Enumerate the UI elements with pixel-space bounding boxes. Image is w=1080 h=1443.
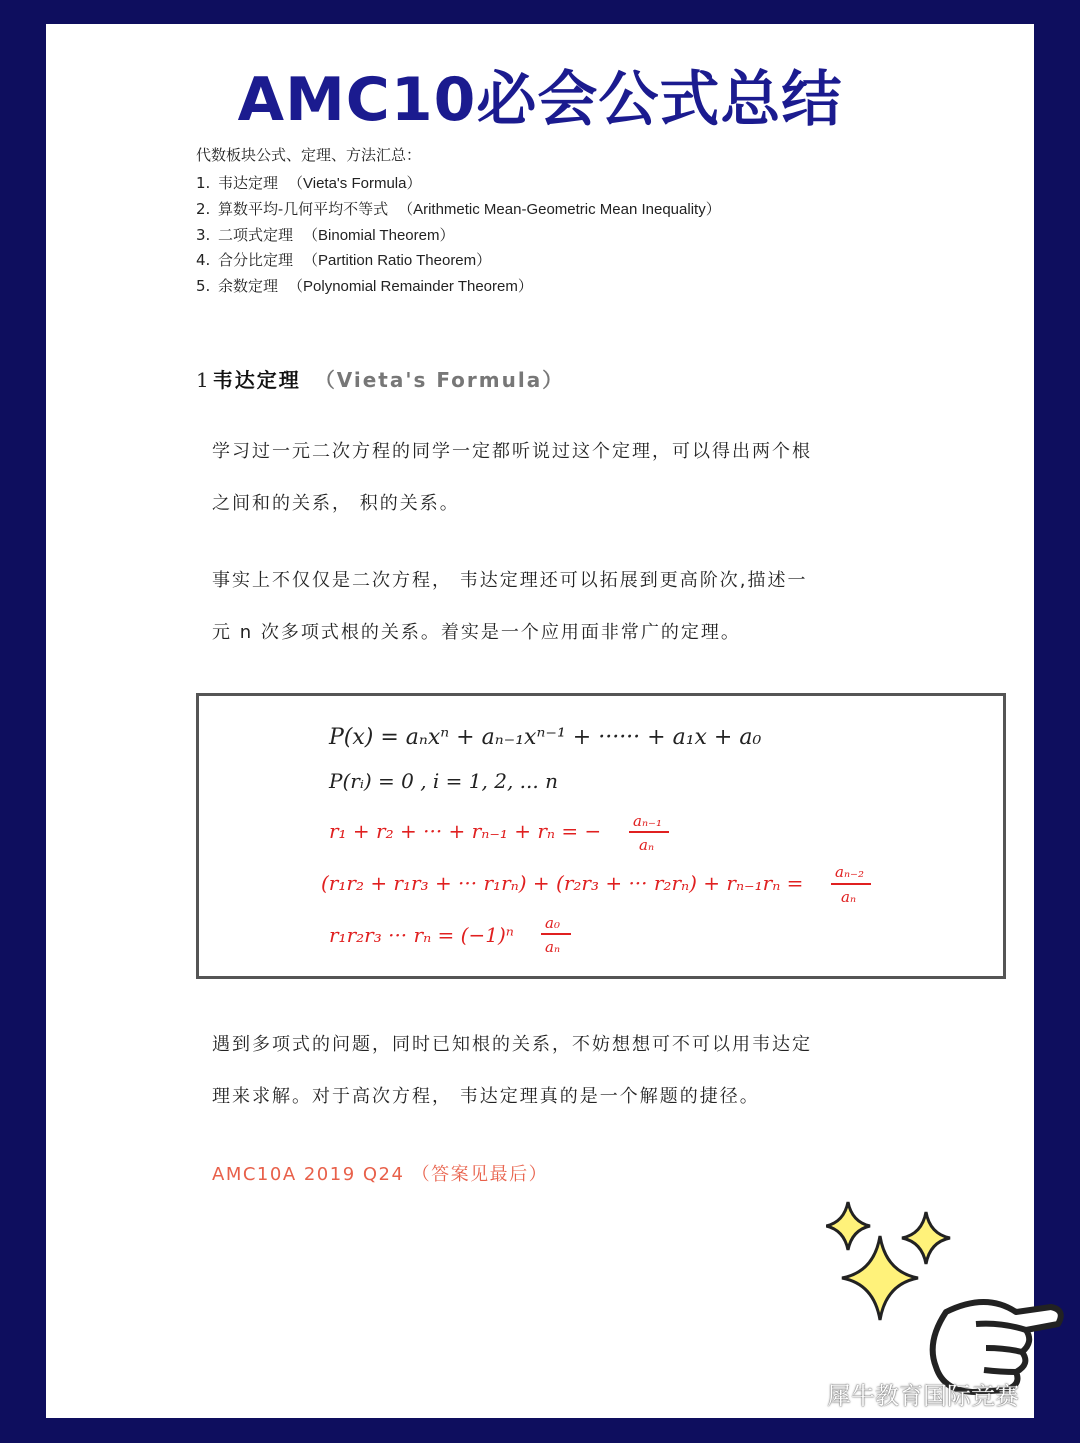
paragraph-line: 理来求解。对于高次方程， 韦达定理真的是一个解题的捷径。 [212,1086,760,1107]
formula-svg [199,696,1003,976]
toc-item-en: （Vieta's Formula） [288,175,422,192]
formula-product-numerator: a₀ [545,914,560,932]
toc-item-cn: 余数定理 [218,277,279,296]
toc-item-en: （Binomial Theorem） [303,226,455,244]
toc-item-en: （Arithmetic Mean-Geometric Mean Inequality） [398,200,721,218]
intro-paragraph [212,426,892,530]
formula-roots: P(rᵢ) = 0 , i = 1, 2, ... n [329,769,558,793]
section-title-cn: 韦达定理 [212,368,301,392]
paragraph-line: 遇到多项式的问题，同时已知根的关系，不妨想想可不可以用韦达定 [212,1034,812,1055]
toc-item [196,274,721,300]
toc-item [196,223,721,249]
formula-sum-of-roots: r₁ + r₂ + ··· + rₙ₋₁ + rₙ = − [329,819,602,843]
formula-product-of-roots: r₁r₂r₃ ··· rₙ = (−1)ⁿ [329,923,514,947]
toc-item-cn: 合分比定理 [218,251,294,270]
formula-polynomial: P(x) = aₙxⁿ + aₙ₋₁xⁿ⁻¹ + ······ + a₁x + a₀ [329,725,762,750]
toc-item-en: （Polynomial Remainder Theorem） [288,278,533,296]
watermark-text: 犀牛教育国际竞赛 [827,1382,1019,1410]
formula-pair-numerator: aₙ₋₂ [835,863,864,881]
toc-item [196,197,721,223]
paragraph-line: 学习过一元二次方程的同学一定都听说过这个定理，可以得出两个根 [212,441,812,462]
toc-heading: 代数板块公式、定理、方法汇总： [196,146,422,164]
toc-item [196,171,721,197]
toc-item-number: 4. [196,251,211,270]
watermark [781,1376,1019,1412]
toc-item-cn: 韦达定理 [218,174,279,192]
sparkle-icon [842,1236,918,1320]
formula-pair-products: (r₁r₂ + r₁r₃ + ··· r₁rₙ) + (r₂r₃ + ··· r₂rₙ) + rₙ₋₁rₙ = [321,871,804,895]
paragraph-line: 之间和的关系， 积的关系。 [212,493,460,514]
toc-item-cn: 二项式定理 [218,225,294,244]
toc-item-number: 3. [196,225,211,244]
formula-pair-denominator: aₙ [841,888,857,906]
page [46,24,1034,1418]
section-title [196,364,564,393]
toc-item-number: 5. [196,277,211,296]
page-title: AMC10必会公式总结 [237,65,843,135]
formula-product-denominator: aₙ [545,938,561,956]
wechat-icon [781,1382,821,1412]
paragraph-line: 事实上不仅仅是二次方程， 韦达定理还可以拓展到更高阶次,描述一 [212,570,808,591]
toc-item [196,248,721,274]
toc-item-en: （Partition Ratio Theorem） [303,252,492,270]
formula-box [196,693,1006,979]
toc-item-cn: 算数平均-几何平均不等式 [218,199,389,218]
section-title-en: （Vieta's Formula） [314,368,565,392]
sparkle-icon [826,1202,870,1250]
extension-paragraph [212,555,892,659]
formula-sum-numerator: aₙ₋₁ [633,812,662,830]
formula-sum-denominator: aₙ [639,836,655,854]
conclusion-paragraph [212,1019,892,1123]
toc-item-number: 1. [196,174,211,192]
problem-reference: AMC10A 2019 Q24 （答案见最后） [212,1164,549,1185]
toc-item-number: 2. [196,199,211,218]
table-of-contents [196,144,721,300]
section-number: 1 [196,368,209,392]
paragraph-line: 元 n 次多项式根的关系。着实是一个应用面非常广的定理。 [212,622,741,643]
sparkle-icon [902,1212,950,1264]
